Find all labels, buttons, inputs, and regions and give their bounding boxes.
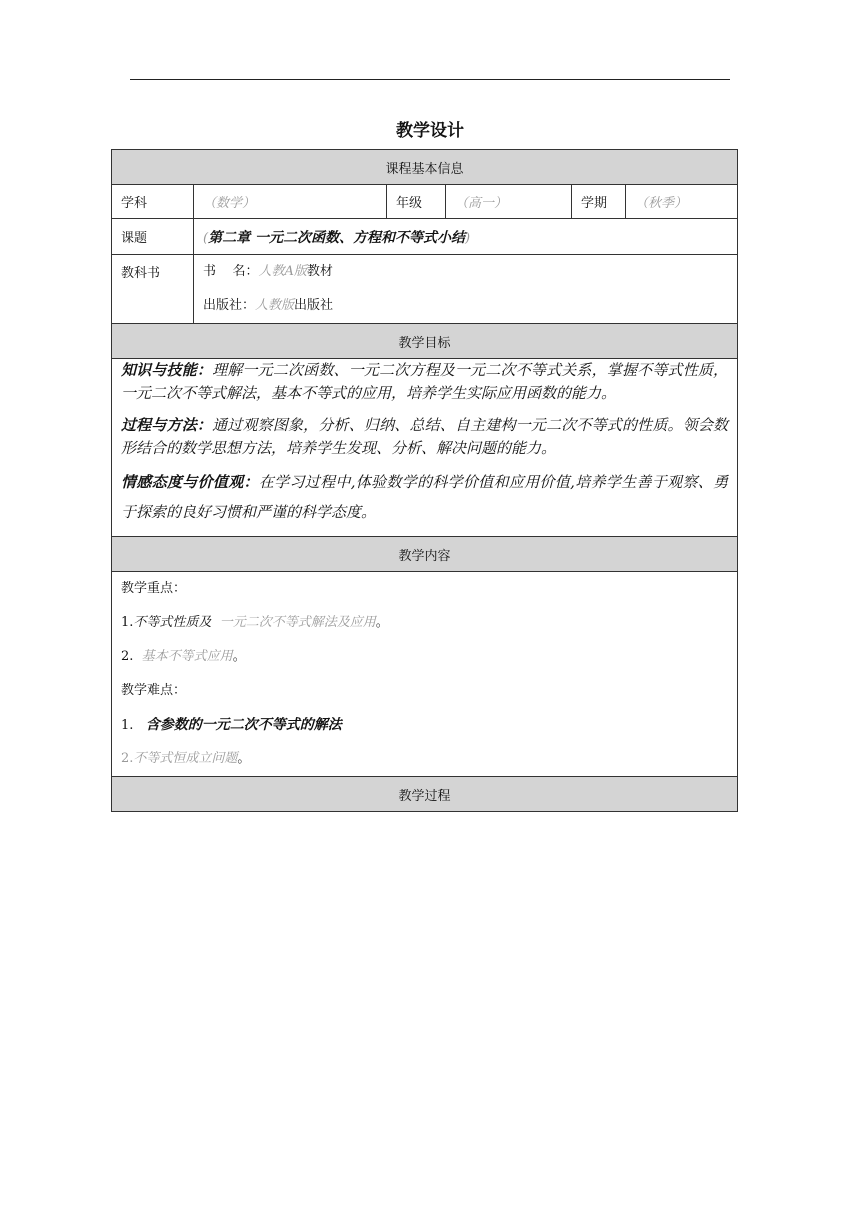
topic-value: 第二章 一元二次函数、方程和不等式小结	[208, 229, 465, 246]
book-name-line	[203, 255, 728, 289]
book-name-label: 书 名：	[203, 264, 259, 279]
difficult-point-2	[121, 742, 728, 776]
subject-value: （数学）	[194, 185, 387, 219]
objectives-cell	[112, 359, 738, 537]
key-point-1	[121, 606, 728, 640]
objective-attitude	[121, 467, 728, 527]
publisher-line	[203, 289, 728, 323]
difficult-point-1	[121, 708, 728, 742]
objective-attitude-text: 在学习过程中,体验数学的科学价值和应用价值,培养学生善于观察、勇于探索的良好习惯和严谨的科学态度。	[121, 473, 729, 521]
publisher-suffix: 出版社	[294, 298, 334, 313]
publisher-value: 人教版	[255, 298, 295, 313]
topic-cell	[194, 219, 738, 255]
content-cell	[112, 572, 738, 777]
difficult-point-1-number: 1.	[121, 718, 134, 733]
textbook-label: 教科书	[112, 255, 194, 324]
difficult-points-label: 教学难点：	[121, 683, 187, 698]
objective-process-heading: 过程与方法：	[121, 416, 213, 434]
section-basic-info: 课程基本信息	[112, 150, 738, 185]
grade-value: （高一）	[446, 185, 572, 219]
key-point-1-end: 。	[375, 615, 389, 630]
topic-close-paren: )	[464, 230, 471, 246]
topic-open-paren: (	[203, 230, 209, 246]
objective-knowledge-text: 理解一元二次函数、一元二次方程及一元二次不等式关系，掌握不等式性质，一元二次不等式解法，基本不等式的应用，培养学生实际应用函数的能力。	[121, 361, 729, 402]
term-label: 学期	[572, 185, 626, 219]
objective-process	[121, 414, 728, 460]
topic-label: 课题	[112, 219, 194, 255]
term-value: （秋季）	[626, 185, 738, 219]
section-content: 教学内容	[112, 537, 738, 572]
book-name-value: 人教A版	[258, 264, 307, 279]
key-point-2-number: 2.	[121, 649, 134, 664]
difficult-point-2-gray: 不等式恒成立问题	[133, 751, 238, 766]
publisher-label: 出版社：	[203, 298, 256, 313]
key-point-2	[121, 640, 728, 674]
key-point-1-main: 不等式性质及	[133, 615, 212, 630]
key-point-1-number: 1.	[121, 615, 134, 630]
book-name-suffix: 教材	[306, 264, 333, 279]
key-point-1-gray: 一元二次不等式解法及应用	[219, 615, 376, 630]
difficult-point-2-number: 2.	[121, 751, 134, 766]
grade-label: 年级	[387, 185, 446, 219]
header-rule	[130, 79, 730, 80]
section-process: 教学过程	[112, 777, 738, 812]
objective-knowledge	[121, 359, 728, 405]
objective-process-text: 通过观察图象，分析、归纳、总结、自主建构一元二次不等式的性质。领会数形结合的数学思想方法，培养学生发现、分析、解决问题的能力。	[121, 416, 729, 457]
objective-knowledge-heading: 知识与技能：	[121, 361, 213, 379]
objective-attitude-heading: 情感态度与价值观：	[121, 473, 259, 491]
document-title: 教学设计	[396, 121, 464, 141]
key-points-label: 教学重点：	[121, 581, 187, 596]
key-point-2-end: 。	[232, 649, 246, 664]
key-point-2-gray: 基本不等式应用	[141, 649, 233, 664]
lesson-plan-table	[111, 149, 738, 812]
textbook-cell	[194, 255, 738, 324]
difficult-point-2-end: 。	[237, 751, 251, 766]
difficult-point-1-text: 含参数的一元二次不等式的解法	[145, 717, 342, 733]
section-objectives: 教学目标	[112, 324, 738, 359]
subject-label: 学科	[112, 185, 194, 219]
